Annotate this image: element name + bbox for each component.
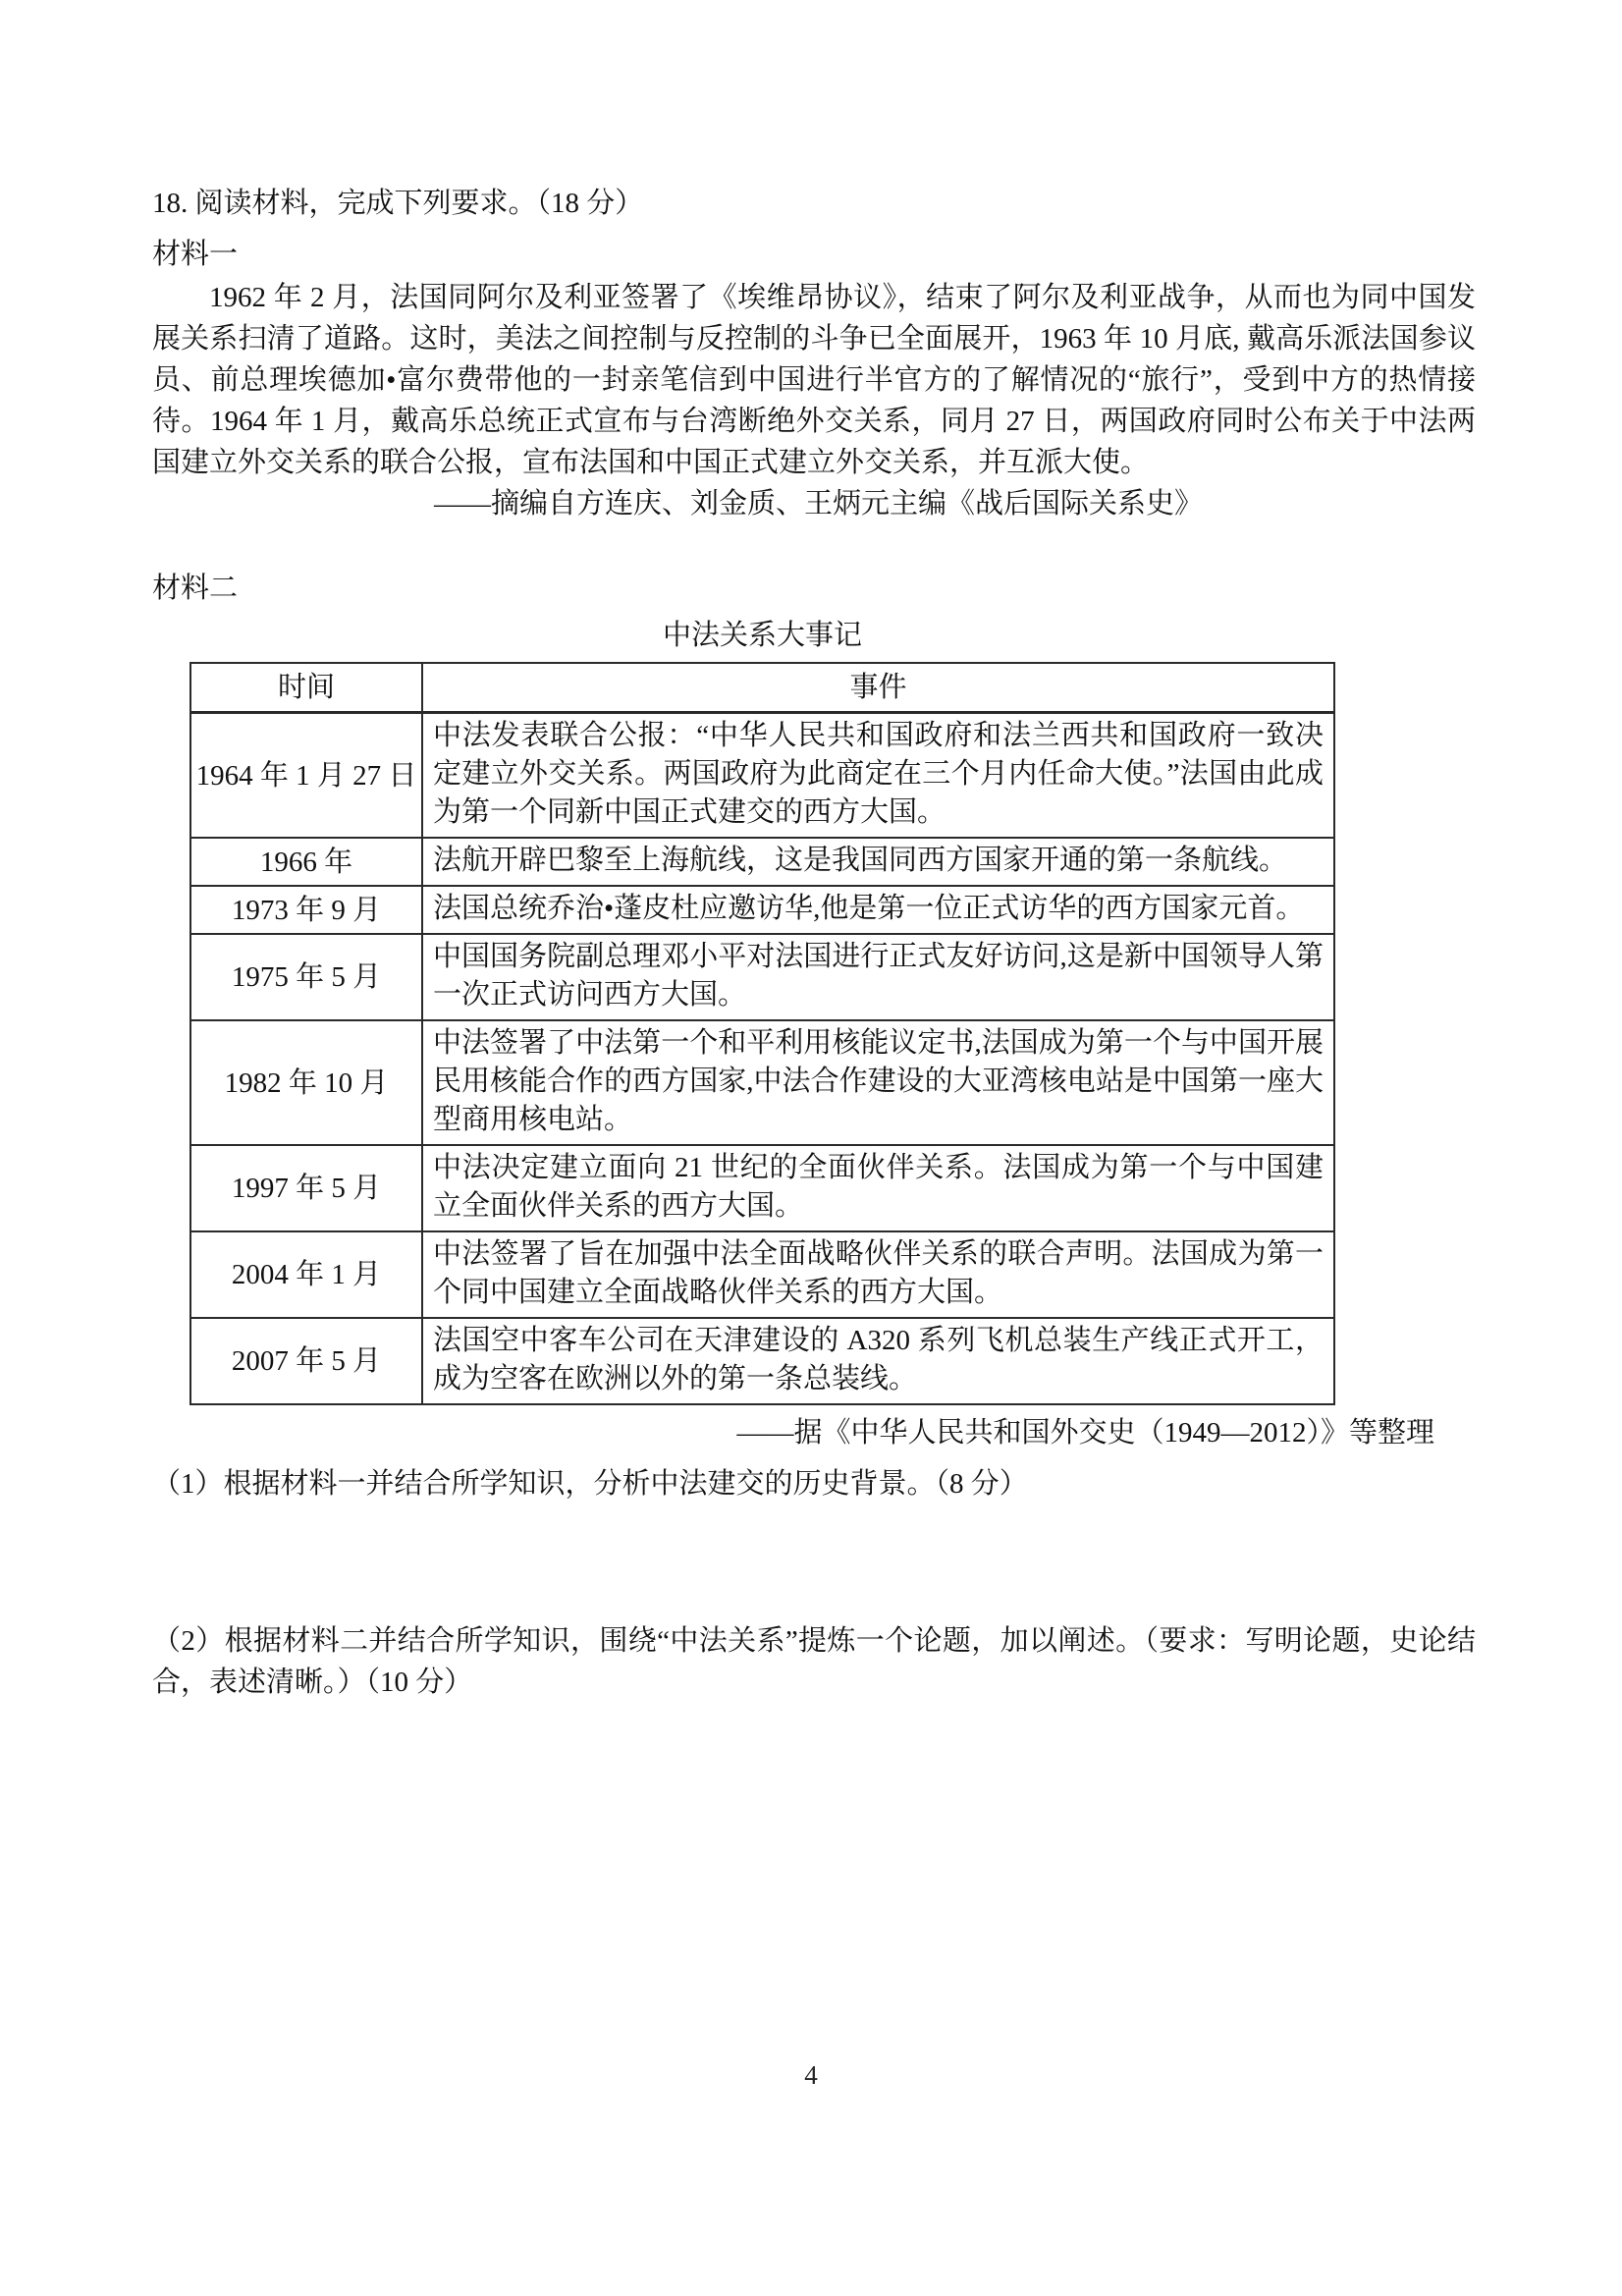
table-header-time: 时间 [190, 663, 422, 713]
table-header-row [190, 663, 1334, 713]
event-time: 2007 年 5 月 [190, 1318, 422, 1404]
sub-question-1: （1）根据材料一并结合所学知识，分析中法建交的历史背景。（8 分） [152, 1468, 1028, 1500]
table-row [190, 934, 1334, 1020]
table-row [190, 1145, 1334, 1231]
question-number-line: 18. 阅读材料，完成下列要求。（18 分） [152, 188, 644, 219]
event-description: 中国国务院副总理邓小平对法国进行正式友好访问,这是新中国领导人第一次正式访问西方大国。 [422, 934, 1334, 1020]
event-time: 1975 年 5 月 [190, 934, 422, 1020]
table-row [190, 1318, 1334, 1404]
material1-paragraph: 1962 年 2 月，法国同阿尔及利亚签署了《埃维昂协议》，结束了阿尔及利亚战争，从而也为同中国发展关系扫清了道路。这时，美法之间控制与反控制的斗争已全面展开，1963 年 10 月底, 戴高乐派法国参议员、前总理埃德加•富尔费带他的一封亲笔信到中国进行半官方的了解情况的“旅行”，受到中方的热情接待。1964 年 1 月，戴高乐总统正式宣布与台湾断绝外交关系，同月 27 日，两国政府同时公布关于中法两国建立外交关系的联合公报，宣布法国和中国正式建立外交关系，并互派大使。 [152, 282, 1476, 478]
table-title: 中法关系大事记 [662, 620, 862, 651]
event-description: 法国总统乔治•蓬皮杜应邀访华,他是第一位正式访华的西方国家元首。 [422, 886, 1334, 934]
table-row [190, 713, 1334, 839]
event-time: 1997 年 5 月 [190, 1145, 422, 1231]
event-time: 1964 年 1 月 27 日 [190, 713, 422, 839]
page-number: 4 [804, 2060, 818, 2090]
event-time: 1982 年 10 月 [190, 1020, 422, 1145]
table-row [190, 1020, 1334, 1145]
material1-label: 材料一 [152, 239, 239, 270]
table-row [190, 886, 1334, 934]
event-time: 1973 年 9 月 [190, 886, 422, 934]
sub-question-2: （2）根据材料二并结合所学知识，围绕“中法关系”提炼一个论题，加以阐述。（要求：写明论题，史论结合，表述清晰。）（10 分） [152, 1625, 1476, 1698]
event-time: 1966 年 [190, 838, 422, 886]
event-description: 法航开辟巴黎至上海航线，这是我国同西方国家开通的第一条航线。 [422, 838, 1334, 886]
event-description: 中法签署了旨在加强中法全面战略伙伴关系的联合声明。法国成为第一个同中国建立全面战略伙伴关系的西方大国。 [422, 1231, 1334, 1318]
material1-source: ——摘编自方连庆、刘金质、王炳元主编《战后国际关系史》 [433, 488, 1203, 519]
table-source: ——据《中华人民共和国外交史（1949—2012）》等整理 [736, 1417, 1434, 1449]
event-time: 2004 年 1 月 [190, 1231, 422, 1318]
event-description: 法国空中客车公司在天津建设的 A320 系列飞机总装生产线正式开工，成为空客在欧洲以外的第一条总装线。 [422, 1318, 1334, 1404]
event-description: 中法发表联合公报：“中华人民共和国政府和法兰西共和国政府一致决定建立外交关系。两国政府为此商定在三个月内任命大使。”法国由此成为第一个同新中国正式建交的西方大国。 [422, 713, 1334, 839]
exam-question-block [152, 183, 1476, 1703]
table-row [190, 1231, 1334, 1318]
table-row [190, 838, 1334, 886]
event-description: 中法决定建立面向 21 世纪的全面伙伴关系。法国成为第一个与中国建立全面伙伴关系的西方大国。 [422, 1145, 1334, 1231]
table-header-event: 事件 [422, 663, 1334, 713]
material2-label: 材料二 [152, 573, 239, 604]
event-description: 中法签署了中法第一个和平利用核能议定书,法国成为第一个与中国开展民用核能合作的西方国家,中法合作建设的大亚湾核电站是中国第一座大型商用核电站。 [422, 1020, 1334, 1145]
events-table [189, 662, 1335, 1405]
